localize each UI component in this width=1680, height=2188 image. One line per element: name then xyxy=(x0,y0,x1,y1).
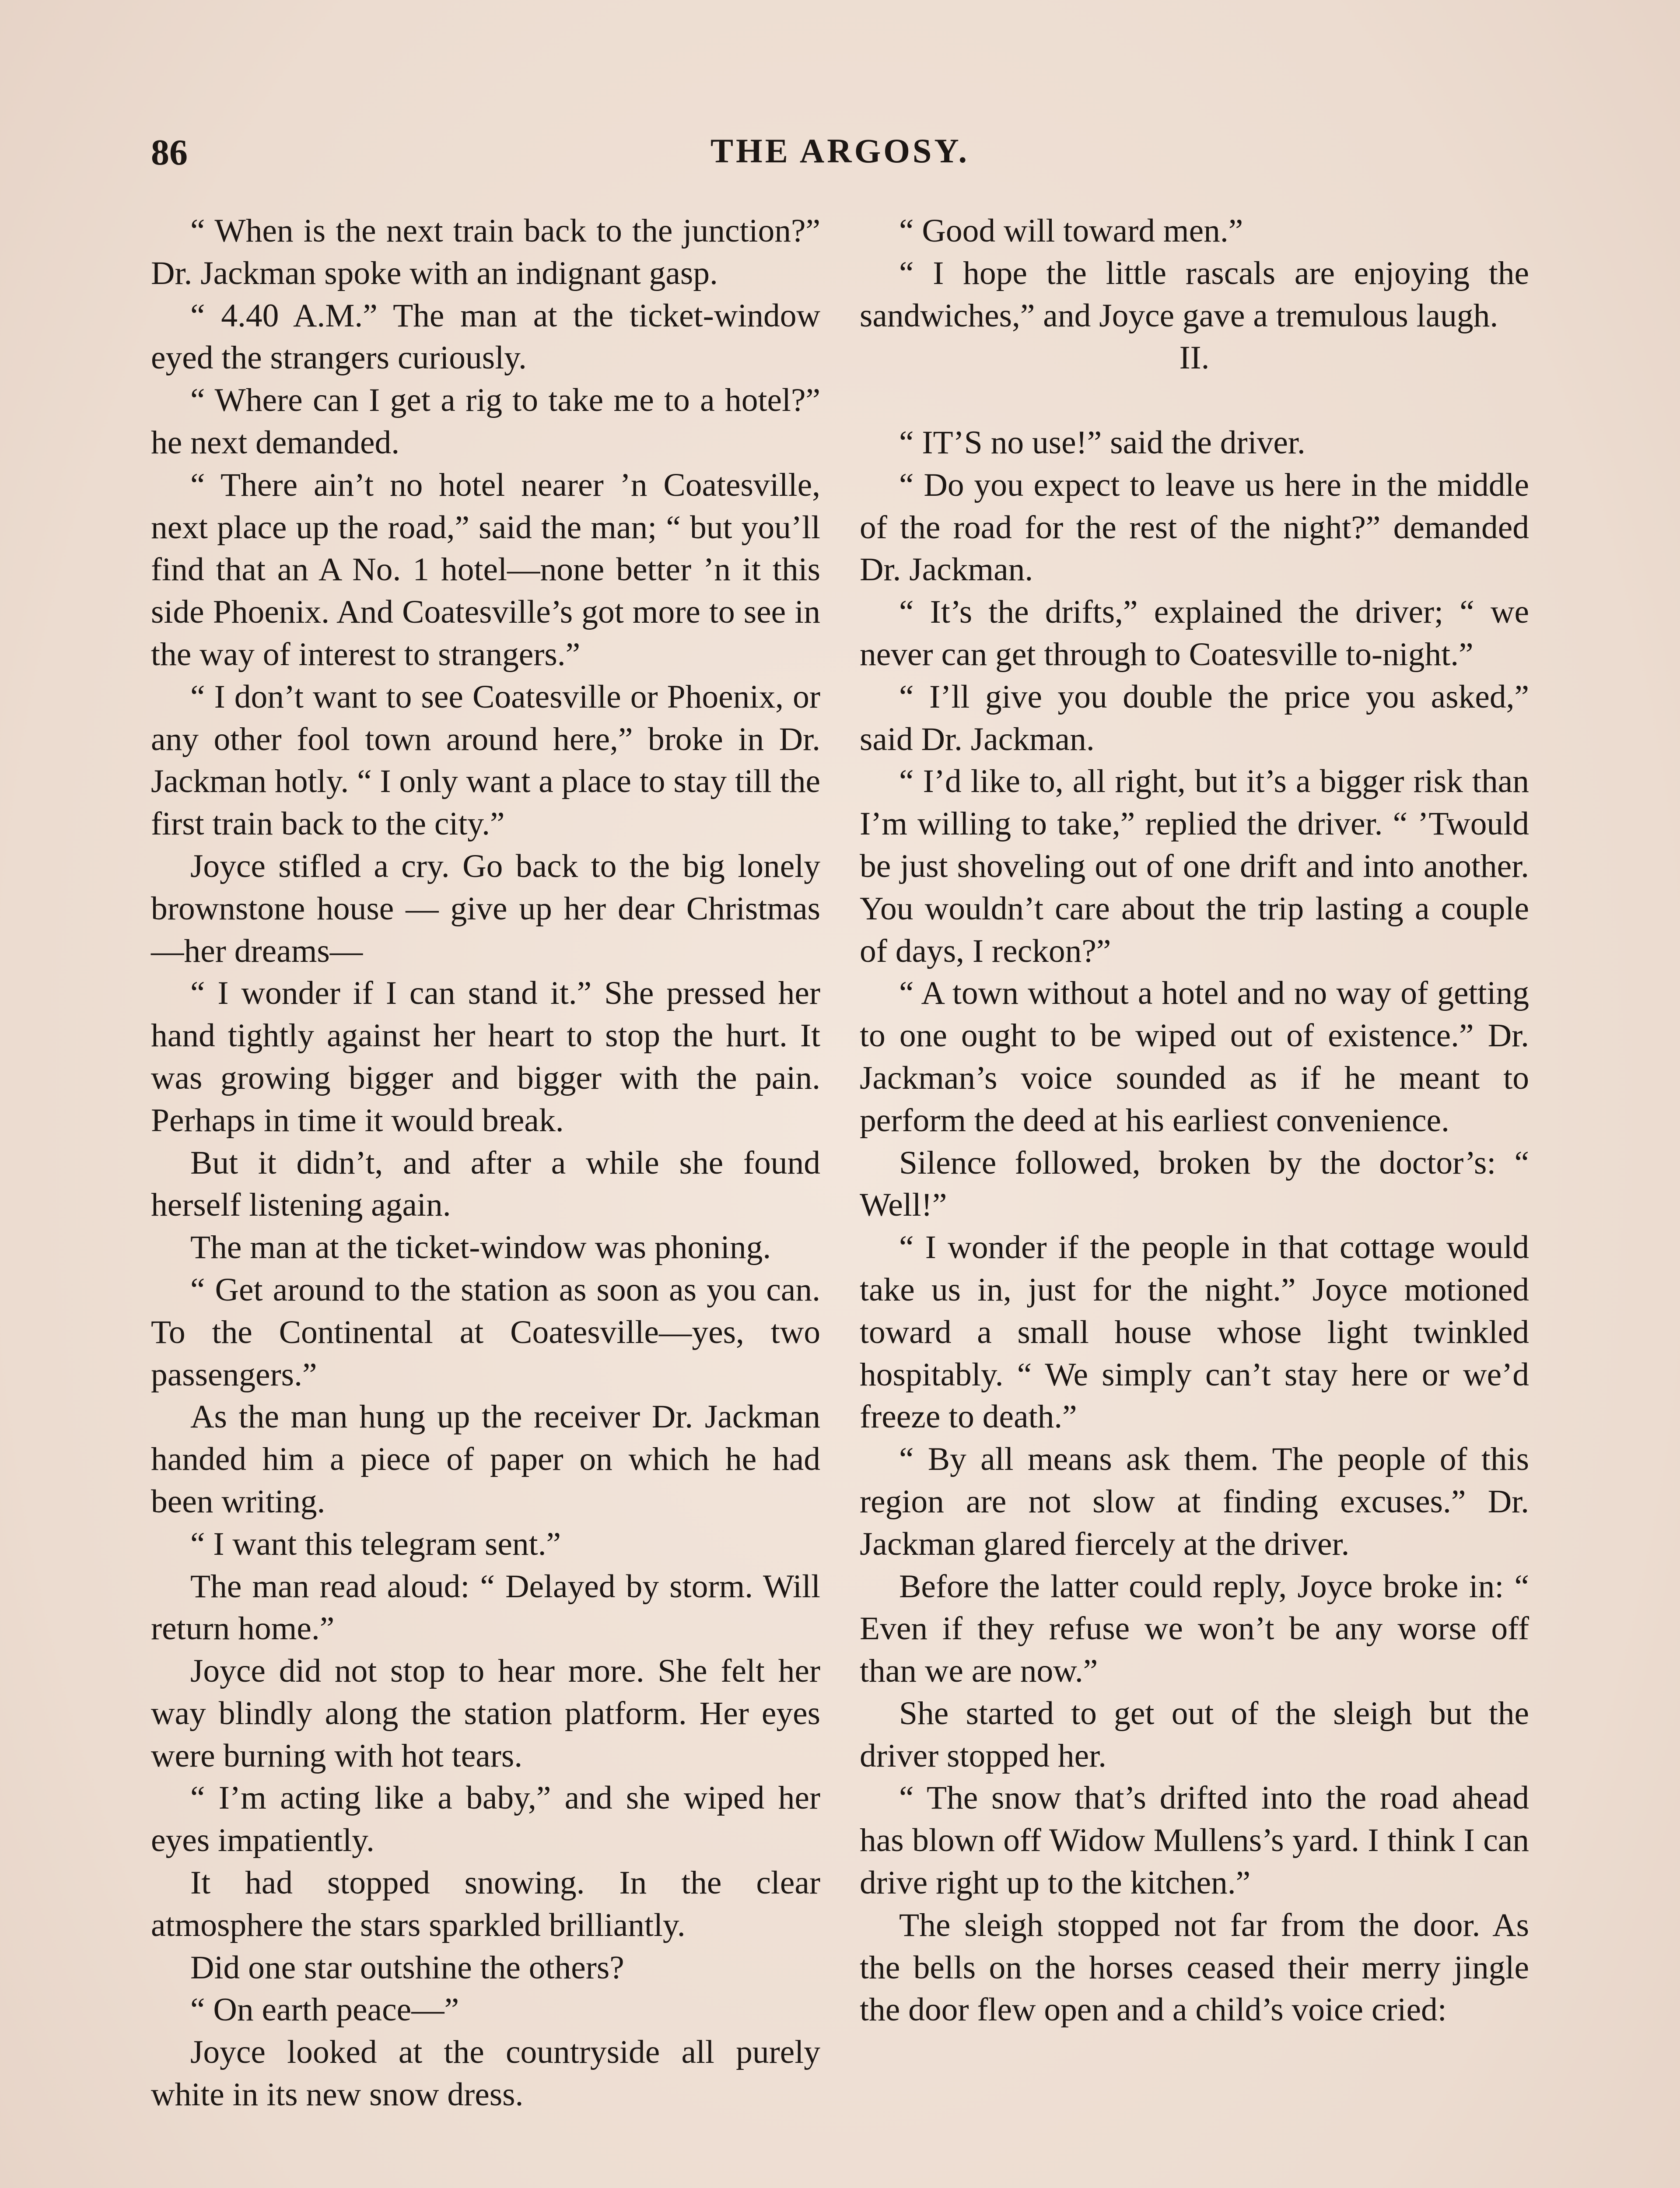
left-column xyxy=(151,210,820,2116)
paragraph: “ Where can I get a rig to take me to a hotel?” he next demanded. xyxy=(151,382,820,461)
page-header xyxy=(151,131,1529,179)
paragraph: “ The snow that’s drifted into the road ahead has blown off Widow Mullens’s yard. I think I can drive right up to the kitchen.” xyxy=(860,1780,1529,1901)
paragraph: “ I wonder if I can stand it.” She pressed her hand tightly against her heart to stop the hurt. It was growing bigger and bigger with the pain. Perhaps in time it would break. xyxy=(151,975,820,1139)
paragraph: “ It’s the drifts,” explained the driver; “ we never can get through to Coatesville to-night.” xyxy=(860,594,1529,673)
paragraph: The sleigh stopped not far from the door. As the bells on the horses ceased their merry jingle the door flew open and a child’s voice cried: xyxy=(860,1907,1529,2028)
paragraph: The man at the ticket-window was phoning. xyxy=(190,1229,771,1266)
page-number: 86 xyxy=(151,132,188,173)
paragraph: “ On earth peace—” xyxy=(190,1992,459,2028)
paragraph: Before the latter could reply, Joyce broke in: “ Even if they refuse we won’t be any worse off than we are now.” xyxy=(860,1568,1529,1690)
paragraph: “ I don’t want to see Coatesville or Phoenix, or any other fool town around here,” broke in Dr. Jackman hotly. “ I only want a place to stay till the first train back to the city.” xyxy=(151,678,820,842)
paragraph: “ I want this telegram sent.” xyxy=(190,1525,561,1562)
running-head: THE ARGOSY. xyxy=(710,132,970,170)
paragraph: “ By all means ask them. The people of this region are not slow at finding excuses.” Dr. Jackman glared fiercely at the driver. xyxy=(860,1441,1529,1562)
right-column xyxy=(860,210,1529,2031)
paragraph: “ When is the next train back to the junction?” Dr. Jackman spoke with an indignant gasp. xyxy=(151,213,820,291)
paragraph: Joyce did not stop to hear more. She felt her way blindly along the station platform. Her eyes were burning with hot tears. xyxy=(151,1653,820,1774)
paragraph: It had stopped snowing. In the clear atmosphere the stars sparkled brilliantly. xyxy=(151,1865,820,1943)
paragraph: “ I’ll give you double the price you asked,” said Dr. Jackman. xyxy=(860,678,1529,757)
paragraph: “ I’d like to, all right, but it’s a bigger risk than I’m willing to take,” replied the driver. “ ’Twould be just shoveling out of one drift and into another. You wouldn’t care about the trip lasting a couple of days, I reckon?” xyxy=(860,763,1529,969)
paragraph: “ I’m acting like a baby,” and she wiped her eyes impatiently. xyxy=(151,1780,820,1859)
paragraph: Silence followed, broken by the doctor’s: “ Well!” xyxy=(860,1144,1529,1224)
paragraph: As the man hung up the receiver Dr. Jackman handed him a piece of paper on which he had been writing. xyxy=(151,1399,820,1520)
paragraph: Did one star outshine the others? xyxy=(190,1949,624,1986)
paragraph: “ Do you expect to leave us here in the middle of the road for the rest of the night?” demanded Dr. Jackman. xyxy=(860,466,1529,588)
paragraph: Joyce looked at the countryside all purely white in its new snow dress. xyxy=(151,2034,820,2113)
paragraph: Joyce stifled a cry. Go back to the big lonely brownstone house — give up her dear Christmas—her dreams— xyxy=(151,848,820,969)
paragraph: The man read aloud: “ Delayed by storm. Will return home.” xyxy=(151,1568,820,1647)
paragraph: “ A town without a hotel and no way of getting to one ought to be wiped out of existence.” Dr. Jackman’s voice sounded as if he meant to perform the deed at his earliest convenience. xyxy=(860,975,1529,1139)
paragraph: “ I wonder if the people in that cottage would take us in, just for the night.” Joyce motioned toward a small house whose light twinkled hospitably. “ We simply can’t stay here or we’d freeze to death.” xyxy=(860,1229,1529,1435)
section-heading: II. xyxy=(1179,340,1210,376)
paragraph: “ I hope the little rascals are enjoying the sandwiches,” and Joyce gave a tremulous laugh. xyxy=(860,255,1529,334)
paragraph: She started to get out of the sleigh but the driver stopped her. xyxy=(860,1695,1529,1774)
paragraph: “ Get around to the station as soon as you can. To the Continental at Coatesville—yes, two passengers.” xyxy=(151,1271,820,1393)
paragraph: “ IT’S no use!” said the driver. xyxy=(899,424,1306,461)
paragraph: But it didn’t, and after a while she found herself listening again. xyxy=(151,1144,820,1224)
paragraph: “ 4.40 A.M.” The man at the ticket-window eyed the strangers curiously. xyxy=(151,297,820,376)
paragraph: “ Good will toward men.” xyxy=(899,213,1243,249)
paragraph: “ There ain’t no hotel nearer ’n Coatesville, next place up the road,” said the man; “ but you’ll find that an A No. 1 hotel—none better ’n it this side Phoenix. And Coatesville’s got more to see in the way of interest to strangers.” xyxy=(151,466,820,673)
